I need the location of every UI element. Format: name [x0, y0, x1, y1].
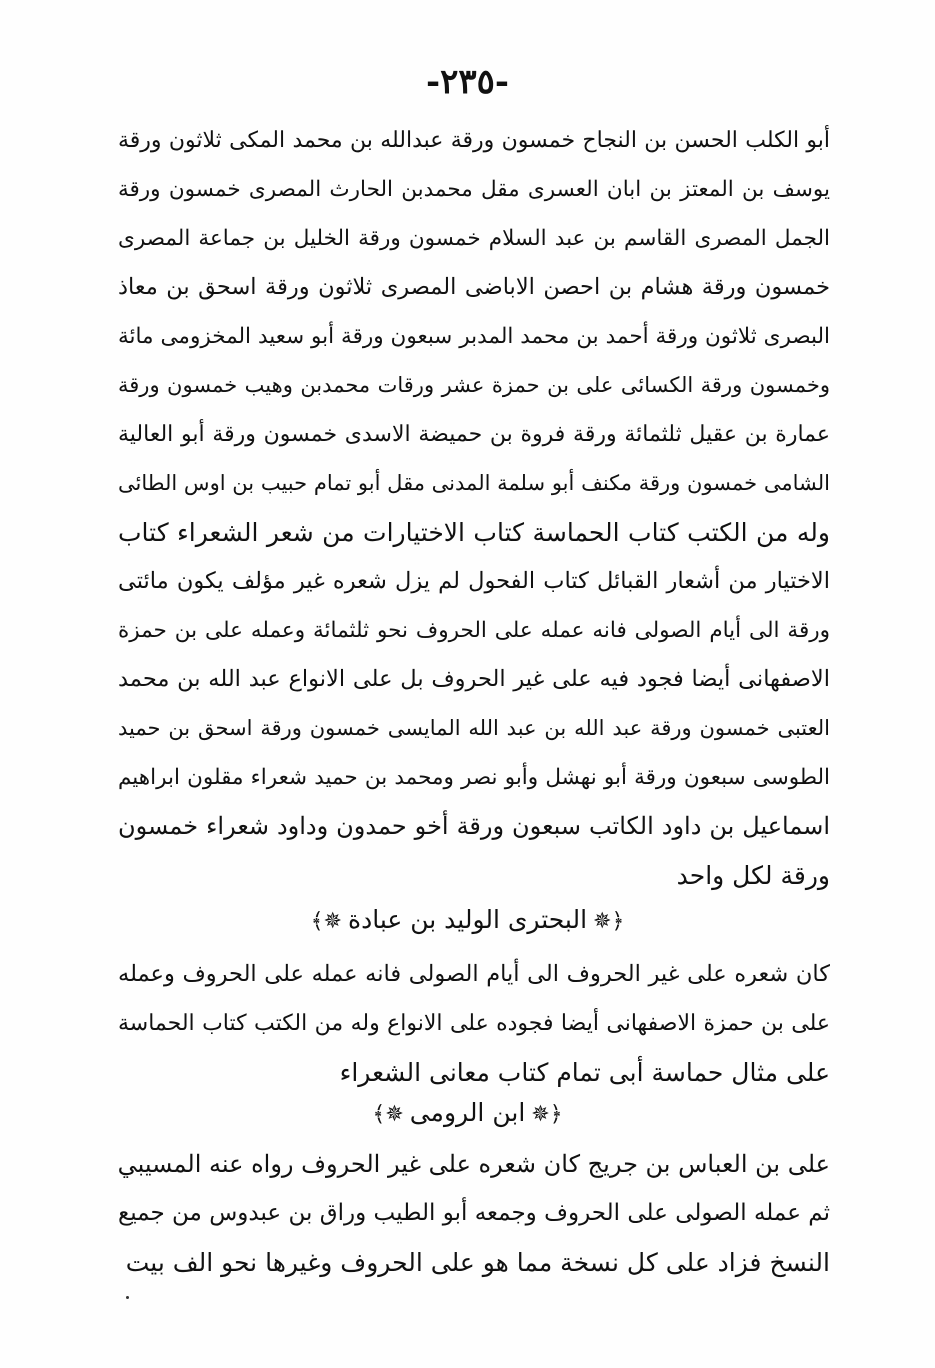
text-line: وخمسون ورقة الكسائى على بن حمزة عشر ورقات محمدبن وهيب خمسون ورقة: [118, 373, 830, 397]
text-line: يوسف بن المعتز بن ابان العسرى مقل محمدبن الحارث المصرى خمسون ورقة: [118, 177, 830, 202]
text-line: ورقة الى أيام الصولى فانه عمله على الحروف نحو ثلثمائة وعمله على بن حمزة: [118, 618, 830, 643]
text-line: أبو الكلب الحسن بن النجاح خمسون ورقة عبدالله بن محمد المكى ثلاثون ورقة: [118, 128, 830, 153]
text-line: الاختيار من أشعار القبائل كتاب الفحول لم يزل شعره غير مؤلف يكون مائتى: [118, 568, 830, 594]
text-line: ثم عمله الصولى على الحروف وجمعه أبو الطيب وراق بن عبدوس من جميع: [118, 1200, 830, 1226]
text-line: على مثال حماسة أبى تمام كتاب معانى الشعراء: [339, 1058, 830, 1087]
section-heading-ibn-rumi: [0, 1098, 935, 1127]
paragraph-ibn-rumi: [118, 1140, 830, 1287]
paragraph-buhturi: [118, 950, 830, 1097]
ornament-icon: ﴿✵: [593, 909, 625, 934]
text-line: الاصفهانى أيضا فجود فيه على غير الحروف بل على الانواع عبد الله بن محمد: [118, 666, 830, 692]
text-line: عمارة بن عقيل ثلثمائة ورقة فروة بن حميضة الاسدى خمسون ورقة أبو العالية: [118, 422, 830, 447]
text-line: خمسون ورقة هشام بن احصن الاباضى المصرى ثلاثون ورقة اسحق بن معاذ: [118, 274, 830, 300]
text-line: النسخ فزاد على كل نسخة مما هو على الحروف وغيرها نحو الف بيت: [125, 1248, 830, 1277]
text-line: ورقة لكل واحد: [676, 861, 830, 890]
text-line: كان شعره على غير الحروف الى أيام الصولى فانه عمله على الحروف وعمله: [118, 961, 830, 987]
text-line: وله من الكتب كتاب الحماسة كتاب الاختيارات من شعر الشعراء كتاب: [118, 518, 830, 547]
heading-text: البحترى الوليد بن عبادة: [347, 905, 588, 934]
paragraph-poets-list: [118, 116, 830, 900]
heading-text: ابن الرومى: [409, 1098, 526, 1127]
ink-speck: [126, 1296, 129, 1299]
text-line: اسماعيل بن داود الكاتب سبعون ورقة أخو حمدون وداود شعراء خمسون: [118, 812, 830, 840]
text-line: على بن العباس بن جريج كان شعره على غير الحروف رواه عنه المسيبي: [118, 1150, 830, 1178]
text-line: البصرى ثلاثون ورقة أحمد بن محمد المدبر سبعون ورقة أبو سعيد المخزومى مائة: [118, 324, 830, 349]
ornament-icon: ✵﴾: [372, 1102, 404, 1127]
text-line: العتبى خمسون ورقة عبد الله بن عبد الله المايسى خمسون ورقة اسحق بن حميد: [118, 716, 830, 740]
text-line: الطوسى سبعون ورقة أبو نهشل وأبو نصر ومحمد بن حميد شعراء مقلون ابراهيم: [118, 765, 830, 790]
text-line: الشامى خمسون ورقة مكنف أبو سلمة المدنى مقل أبو تمام حبيب بن اوس الطائى: [118, 471, 830, 495]
page-number: -٢٣٥-: [425, 62, 510, 102]
section-heading-buhturi: [0, 905, 935, 934]
ornament-icon: ﴿✵: [531, 1102, 563, 1127]
ornament-icon: ✵﴾: [310, 909, 342, 934]
text-line: الجمل المصرى القاسم بن عبد السلام خمسون ورقة الخليل بن جماعة المصرى: [118, 226, 830, 251]
text-line: على بن حمزة الاصفهانى أيضا فجوده على الانواع وله من الكتب كتاب الحماسة: [118, 1011, 830, 1036]
